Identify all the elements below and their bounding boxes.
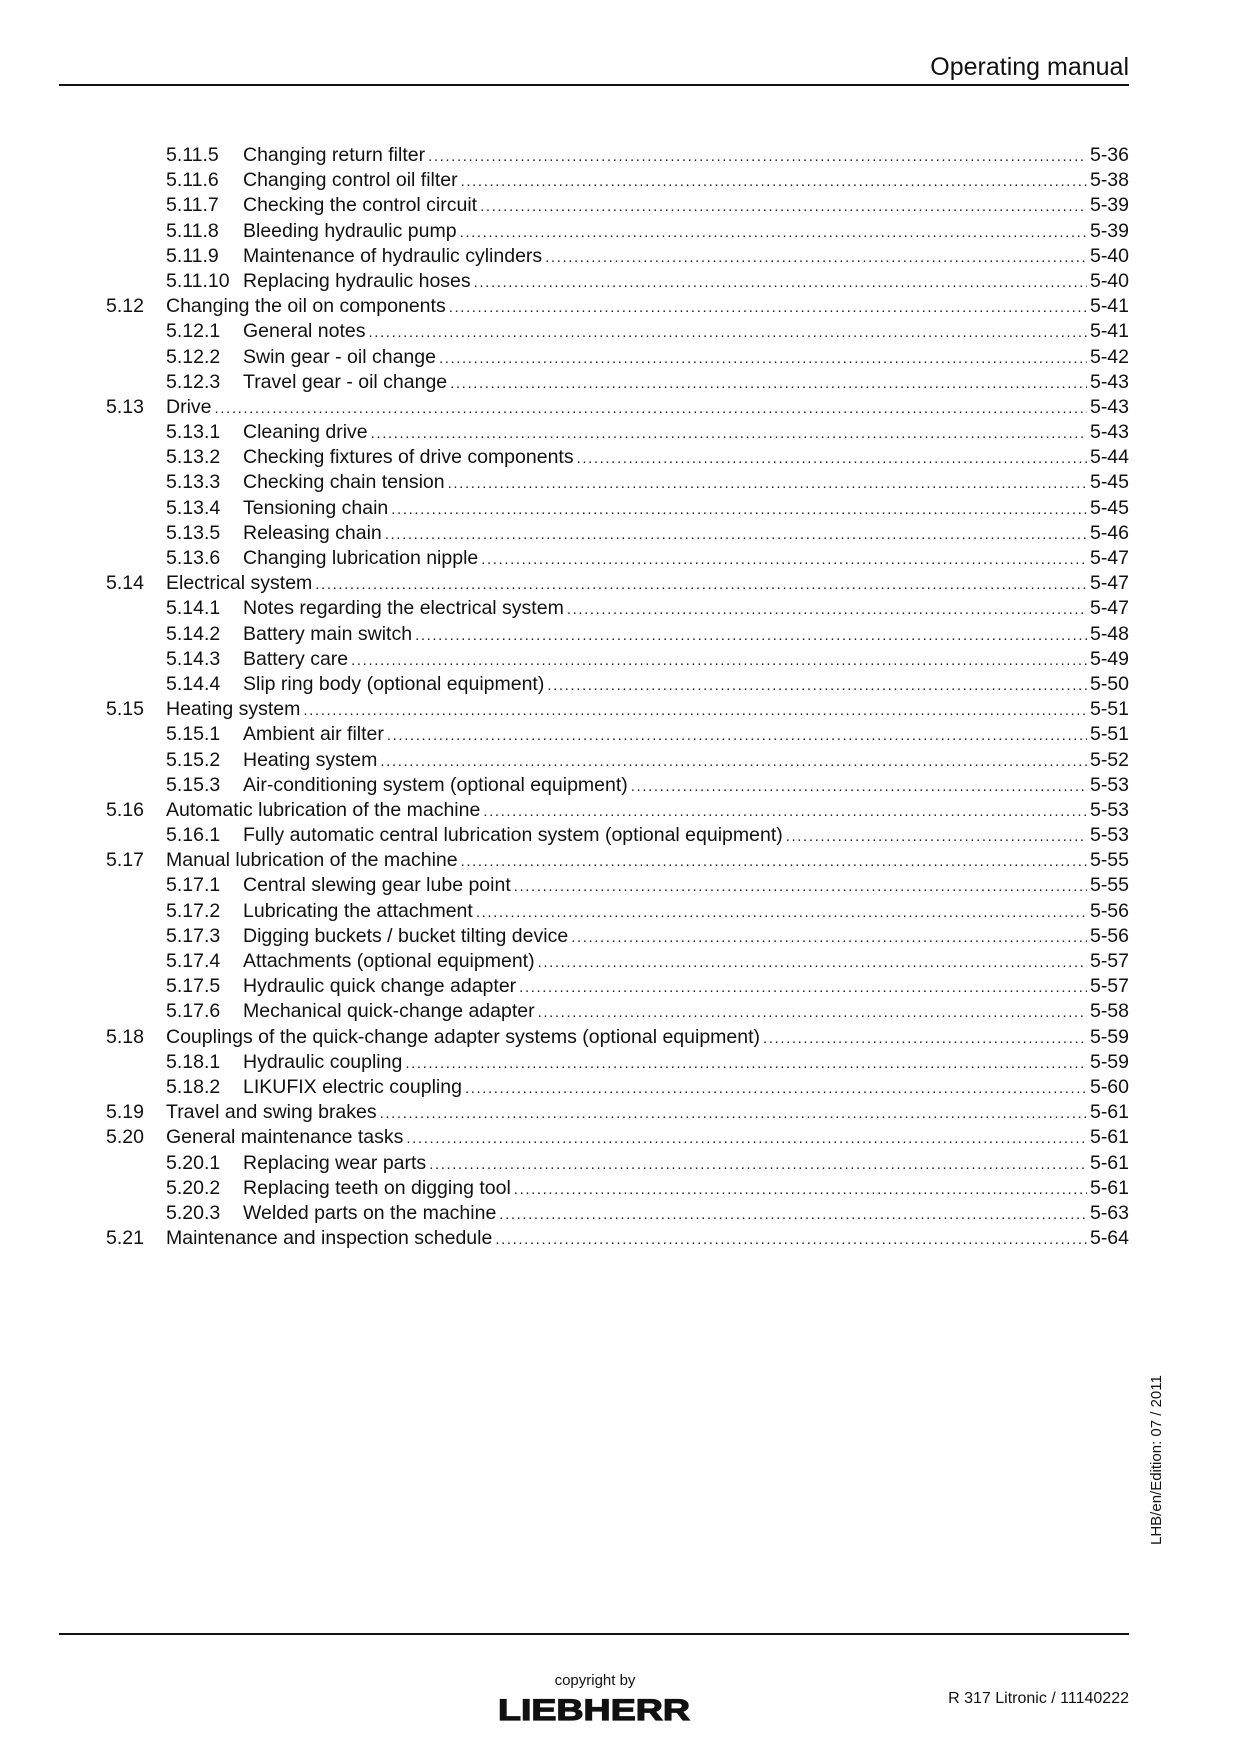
toc-entry-title: Replacing wear parts [243,1151,427,1174]
toc-entry-title: Digging buckets / bucket tilting device [243,924,569,947]
toc-dot-leader [460,220,1087,245]
toc-entry-number: 5.14.4 [166,672,221,695]
toc-entry-number: 5.12 [106,295,144,318]
toc-entry-number: 5.15.1 [166,723,221,746]
toc-dot-leader [429,1152,1087,1177]
edition-note: LHB/en/Edition: 07 / 2011 [1148,1375,1165,1545]
toc-entry[interactable] [106,873,1129,898]
toc-entry-number: 5.17.4 [166,950,221,972]
toc-entry[interactable] [106,395,1129,420]
toc-dot-leader [567,597,1087,622]
toc-entry-number: 5.16.1 [166,824,221,847]
toc-entry-page: 5-51 [1089,698,1129,721]
toc-entry-title: LIKUFIX electric coupling [243,1075,462,1098]
toc-entry-title: Changing return filter [243,144,426,166]
toc-entry[interactable] [106,521,1129,546]
toc-entry[interactable] [106,798,1129,823]
toc-entry-title: Drive [166,395,212,418]
toc-entry[interactable] [106,1075,1129,1100]
toc-entry-title: Checking chain tension [243,471,445,494]
toc-entry[interactable] [106,294,1129,319]
toc-entry-page: 5-41 [1089,320,1129,343]
toc-entry-title: Changing the oil on components [166,295,446,318]
toc-entry-number: 5.20.3 [166,1201,221,1224]
toc-entry-page: 5-42 [1089,345,1129,368]
toc-dot-leader [461,169,1087,194]
toc-entry-page: 5-52 [1089,748,1129,771]
toc-entry[interactable] [106,193,1129,218]
toc-dot-leader [406,1126,1087,1151]
toc-entry-title: Checking fixtures of drive components [243,446,574,469]
toc-entry-page: 5-40 [1089,269,1129,292]
toc-dot-leader [538,950,1087,975]
toc-entry-number: 5.13.3 [166,471,221,494]
table-of-contents [106,143,1129,1251]
toc-dot-leader [547,673,1087,698]
toc-entry[interactable] [106,999,1129,1024]
toc-dot-leader [763,1026,1087,1051]
toc-entry-title: Hydraulic quick change adapter [243,975,517,998]
toc-entry-title: Automatic lubrication of the machine [166,798,481,821]
toc-entry-page: 5-39 [1089,194,1129,217]
toc-entry-number: 5.18.2 [166,1075,221,1098]
toc-entry-page: 5-61 [1089,1101,1129,1124]
toc-entry-number: 5.20.1 [166,1151,221,1174]
toc-entry-number: 5.13.2 [166,446,221,469]
toc-entry-title: Travel and swing brakes [166,1101,377,1124]
toc-entry[interactable] [106,1050,1129,1075]
toc-dot-leader [369,320,1087,345]
toc-entry-number: 5.13 [106,395,144,418]
toc-entry-title: Hydraulic coupling [243,1050,403,1073]
toc-entry-page: 5-43 [1089,421,1129,444]
toc-dot-leader [439,346,1087,371]
toc-dot-leader [391,497,1087,522]
toc-entry-number: 5.15 [106,698,144,721]
toc-entry-number: 5.12.3 [166,370,221,393]
toc-dot-leader [499,1202,1087,1227]
toc-entry-title: Maintenance of hydraulic cylinders [243,244,543,267]
toc-entry-number: 5.17.2 [166,899,221,922]
toc-entry-page: 5-53 [1089,773,1129,796]
toc-dot-leader [480,194,1087,219]
toc-dot-leader [450,371,1087,396]
toc-entry-number: 5.14.2 [166,622,221,645]
toc-entry-number: 5.11.10 [166,269,230,292]
page-header-title: Operating manual [930,53,1129,81]
toc-entry[interactable] [106,1100,1129,1125]
toc-entry[interactable] [106,345,1129,370]
toc-entry-number: 5.20 [106,1126,144,1149]
toc-dot-leader [428,144,1087,169]
toc-dot-leader [449,295,1087,320]
toc-dot-leader [476,900,1087,925]
toc-entry[interactable] [106,1176,1129,1201]
toc-entry-number: 5.11.9 [166,244,219,267]
toc-entry-page: 5-58 [1089,1000,1129,1023]
toc-entry[interactable] [106,219,1129,244]
toc-entry-title: Heating system [166,698,301,721]
toc-entry[interactable] [106,370,1129,395]
toc-entry[interactable] [106,748,1129,773]
toc-entry-page: 5-49 [1089,647,1129,670]
toc-entry-number: 5.18.1 [166,1050,221,1073]
toc-entry-page: 5-39 [1089,219,1129,242]
toc-entry-number: 5.13.5 [166,521,221,544]
toc-entry-title: Central slewing gear lube point [243,874,511,897]
toc-entry-number: 5.11.8 [166,219,219,242]
toc-entry[interactable] [106,470,1129,495]
toc-entry-number: 5.15.3 [166,773,221,796]
toc-entry[interactable] [106,143,1129,168]
toc-entry-number: 5.11.6 [166,169,219,192]
toc-entry-page: 5-48 [1089,622,1129,645]
toc-entry[interactable] [106,899,1129,924]
toc-entry-page: 5-61 [1089,1176,1129,1199]
toc-dot-leader [474,270,1087,295]
toc-entry-number: 5.11.7 [166,194,219,217]
toc-entry-page: 5-50 [1089,672,1129,695]
toc-entry-page: 5-45 [1089,471,1129,494]
toc-entry-title: Slip ring body (optional equipment) [243,672,545,695]
toc-dot-leader [495,1227,1087,1252]
toc-entry-title: Air-conditioning system (optional equipment) [243,773,628,796]
toc-entry-page: 5-61 [1089,1126,1129,1149]
toc-dot-leader [571,925,1087,950]
toc-entry-page: 5-41 [1089,295,1129,318]
toc-entry-number: 5.21 [106,1227,144,1250]
toc-entry-page: 5-57 [1089,950,1129,972]
toc-entry-number: 5.17.5 [166,975,221,998]
toc-entry-number: 5.14.1 [166,597,221,620]
toc-entry-title: Travel gear - oil change [243,370,448,393]
toc-entry-number: 5.15.2 [166,748,221,771]
toc-entry[interactable] [106,269,1129,294]
toc-entry-title: Battery care [243,647,349,670]
toc-entry-title: Heating system [243,748,378,771]
toc-entry-title: Attachments (optional equipment) [243,950,535,972]
toc-entry-title: Changing control oil filter [243,169,458,192]
toc-entry-number: 5.16 [106,798,144,821]
toc-entry-page: 5-40 [1089,244,1129,267]
toc-entry[interactable] [106,823,1129,848]
copyright-note: copyright by [554,1672,636,1689]
toc-entry[interactable] [106,445,1129,470]
header-divider [59,84,1129,86]
toc-entry[interactable] [106,672,1129,697]
toc-entry[interactable] [106,697,1129,722]
toc-entry-title: Tensioning chain [243,496,389,519]
toc-entry-title: Mechanical quick-change adapter [243,1000,535,1023]
toc-dot-leader [483,799,1087,824]
toc-entry[interactable] [106,949,1129,974]
toc-dot-leader [465,1076,1087,1101]
toc-entry[interactable] [106,773,1129,798]
toc-entry-page: 5-45 [1089,496,1129,519]
toc-entry-number: 5.17.1 [166,874,221,897]
toc-dot-leader [461,849,1087,874]
toc-entry-number: 5.20.2 [166,1176,221,1199]
toc-entry-page: 5-55 [1089,849,1129,872]
toc-entry-title: Battery main switch [243,622,413,645]
document-id: R 317 Litronic / 11140222 [948,1690,1129,1707]
footer-divider [59,1633,1129,1635]
toc-entry-page: 5-57 [1089,975,1129,998]
toc-dot-leader [545,245,1087,270]
toc-dot-leader [351,648,1087,673]
toc-dot-leader [371,421,1087,446]
toc-entry-page: 5-43 [1089,370,1129,393]
toc-entry[interactable] [106,571,1129,596]
toc-entry-title: Ambient air filter [243,723,384,746]
toc-entry-title: Maintenance and inspection schedule [166,1227,493,1250]
toc-entry-page: 5-51 [1089,723,1129,746]
toc-entry-page: 5-60 [1089,1075,1129,1098]
toc-dot-leader [514,874,1087,899]
toc-entry-page: 5-47 [1089,572,1129,595]
toc-entry-title: Replacing hydraulic hoses [243,269,471,292]
toc-entry-title: Checking the control circuit [243,194,478,217]
toc-entry[interactable] [106,1125,1129,1150]
toc-entry-page: 5-56 [1089,899,1129,922]
toc-dot-leader [415,623,1087,648]
toc-entry-page: 5-47 [1089,597,1129,620]
toc-entry-title: Releasing chain [243,521,382,544]
toc-entry-title: General notes [243,320,366,343]
liebherr-logo-text: LIEBHERR [498,1694,691,1724]
toc-entry-page: 5-53 [1089,824,1129,847]
toc-entry-page: 5-46 [1089,521,1129,544]
toc-dot-leader [387,723,1087,748]
toc-entry-title: Manual lubrication of the machine [166,849,458,872]
toc-entry[interactable] [106,319,1129,344]
toc-entry-title: Swin gear - oil change [243,345,436,368]
toc-entry-page: 5-53 [1089,798,1129,821]
toc-entry-page: 5-43 [1089,395,1129,418]
toc-entry-page: 5-59 [1089,1025,1129,1048]
toc-entry-number: 5.13.4 [166,496,221,519]
toc-entry-page: 5-61 [1089,1151,1129,1174]
toc-entry[interactable] [106,546,1129,571]
toc-entry-title: Electrical system [166,572,313,595]
toc-entry[interactable] [106,622,1129,647]
liebherr-logo [496,1694,692,1724]
toc-entry-title: Notes regarding the electrical system [243,597,564,620]
toc-entry-page: 5-55 [1089,874,1129,897]
toc-dot-leader [519,975,1087,1000]
toc-dot-leader [786,824,1087,849]
toc-entry-number: 5.18 [106,1025,144,1048]
toc-entry-number: 5.14.3 [166,647,221,670]
toc-entry[interactable] [106,848,1129,873]
toc-dot-leader [385,522,1087,547]
toc-entry-number: 5.17.3 [166,924,221,947]
toc-entry-page: 5-56 [1089,924,1129,947]
toc-entry-title: Bleeding hydraulic pump [243,219,457,242]
toc-entry[interactable] [106,244,1129,269]
toc-entry-page: 5-38 [1089,169,1129,192]
toc-entry[interactable] [106,1201,1129,1226]
toc-entry-number: 5.14 [106,572,144,595]
toc-entry[interactable] [106,1151,1129,1176]
toc-dot-leader [315,572,1087,597]
toc-entry[interactable] [106,1226,1129,1251]
toc-dot-leader [514,1177,1087,1202]
toc-entry[interactable] [106,496,1129,521]
toc-entry[interactable] [106,168,1129,193]
toc-entry[interactable] [106,722,1129,747]
toc-entry-title: Couplings of the quick-change adapter systems (optional equipment) [166,1025,761,1048]
toc-dot-leader [577,446,1087,471]
toc-entry[interactable] [106,974,1129,999]
toc-entry-number: 5.13.6 [166,547,221,569]
toc-entry-page: 5-64 [1089,1227,1129,1250]
toc-dot-leader [380,749,1087,774]
toc-dot-leader [303,698,1087,723]
toc-entry-number: 5.19 [106,1101,144,1124]
toc-entry-number: 5.12.2 [166,345,221,368]
toc-entry-title: Replacing teeth on digging tool [243,1176,511,1199]
toc-entry[interactable] [106,647,1129,672]
toc-entry[interactable] [106,1025,1129,1050]
toc-entry-title: Cleaning drive [243,421,368,444]
toc-entry-title: Lubricating the attachment [243,899,473,922]
toc-entry[interactable] [106,420,1129,445]
toc-dot-leader [215,396,1087,421]
toc-entry[interactable] [106,924,1129,949]
toc-entry-page: 5-44 [1089,446,1129,469]
toc-entry-number: 5.12.1 [166,320,221,343]
toc-entry-page: 5-59 [1089,1050,1129,1073]
toc-dot-leader [448,471,1087,496]
toc-entry[interactable] [106,596,1129,621]
toc-entry-number: 5.17.6 [166,1000,221,1023]
toc-entry-title: Welded parts on the machine [243,1201,497,1224]
toc-dot-leader [405,1051,1087,1076]
toc-dot-leader [481,547,1087,572]
toc-entry-title: Fully automatic central lubrication system (optional equipment) [243,824,783,847]
toc-entry-number: 5.17 [106,849,144,872]
toc-entry-page: 5-63 [1089,1201,1129,1224]
toc-dot-leader [631,774,1087,799]
toc-entry-number: 5.11.5 [166,144,219,166]
toc-entry-page: 5-47 [1089,547,1129,569]
toc-entry-title: Changing lubrication nipple [243,547,479,569]
toc-entry-number: 5.13.1 [166,421,221,444]
toc-entry-title: General maintenance tasks [166,1126,404,1149]
toc-dot-leader [538,1000,1087,1025]
toc-dot-leader [380,1101,1087,1126]
toc-entry-page: 5-36 [1089,144,1129,166]
